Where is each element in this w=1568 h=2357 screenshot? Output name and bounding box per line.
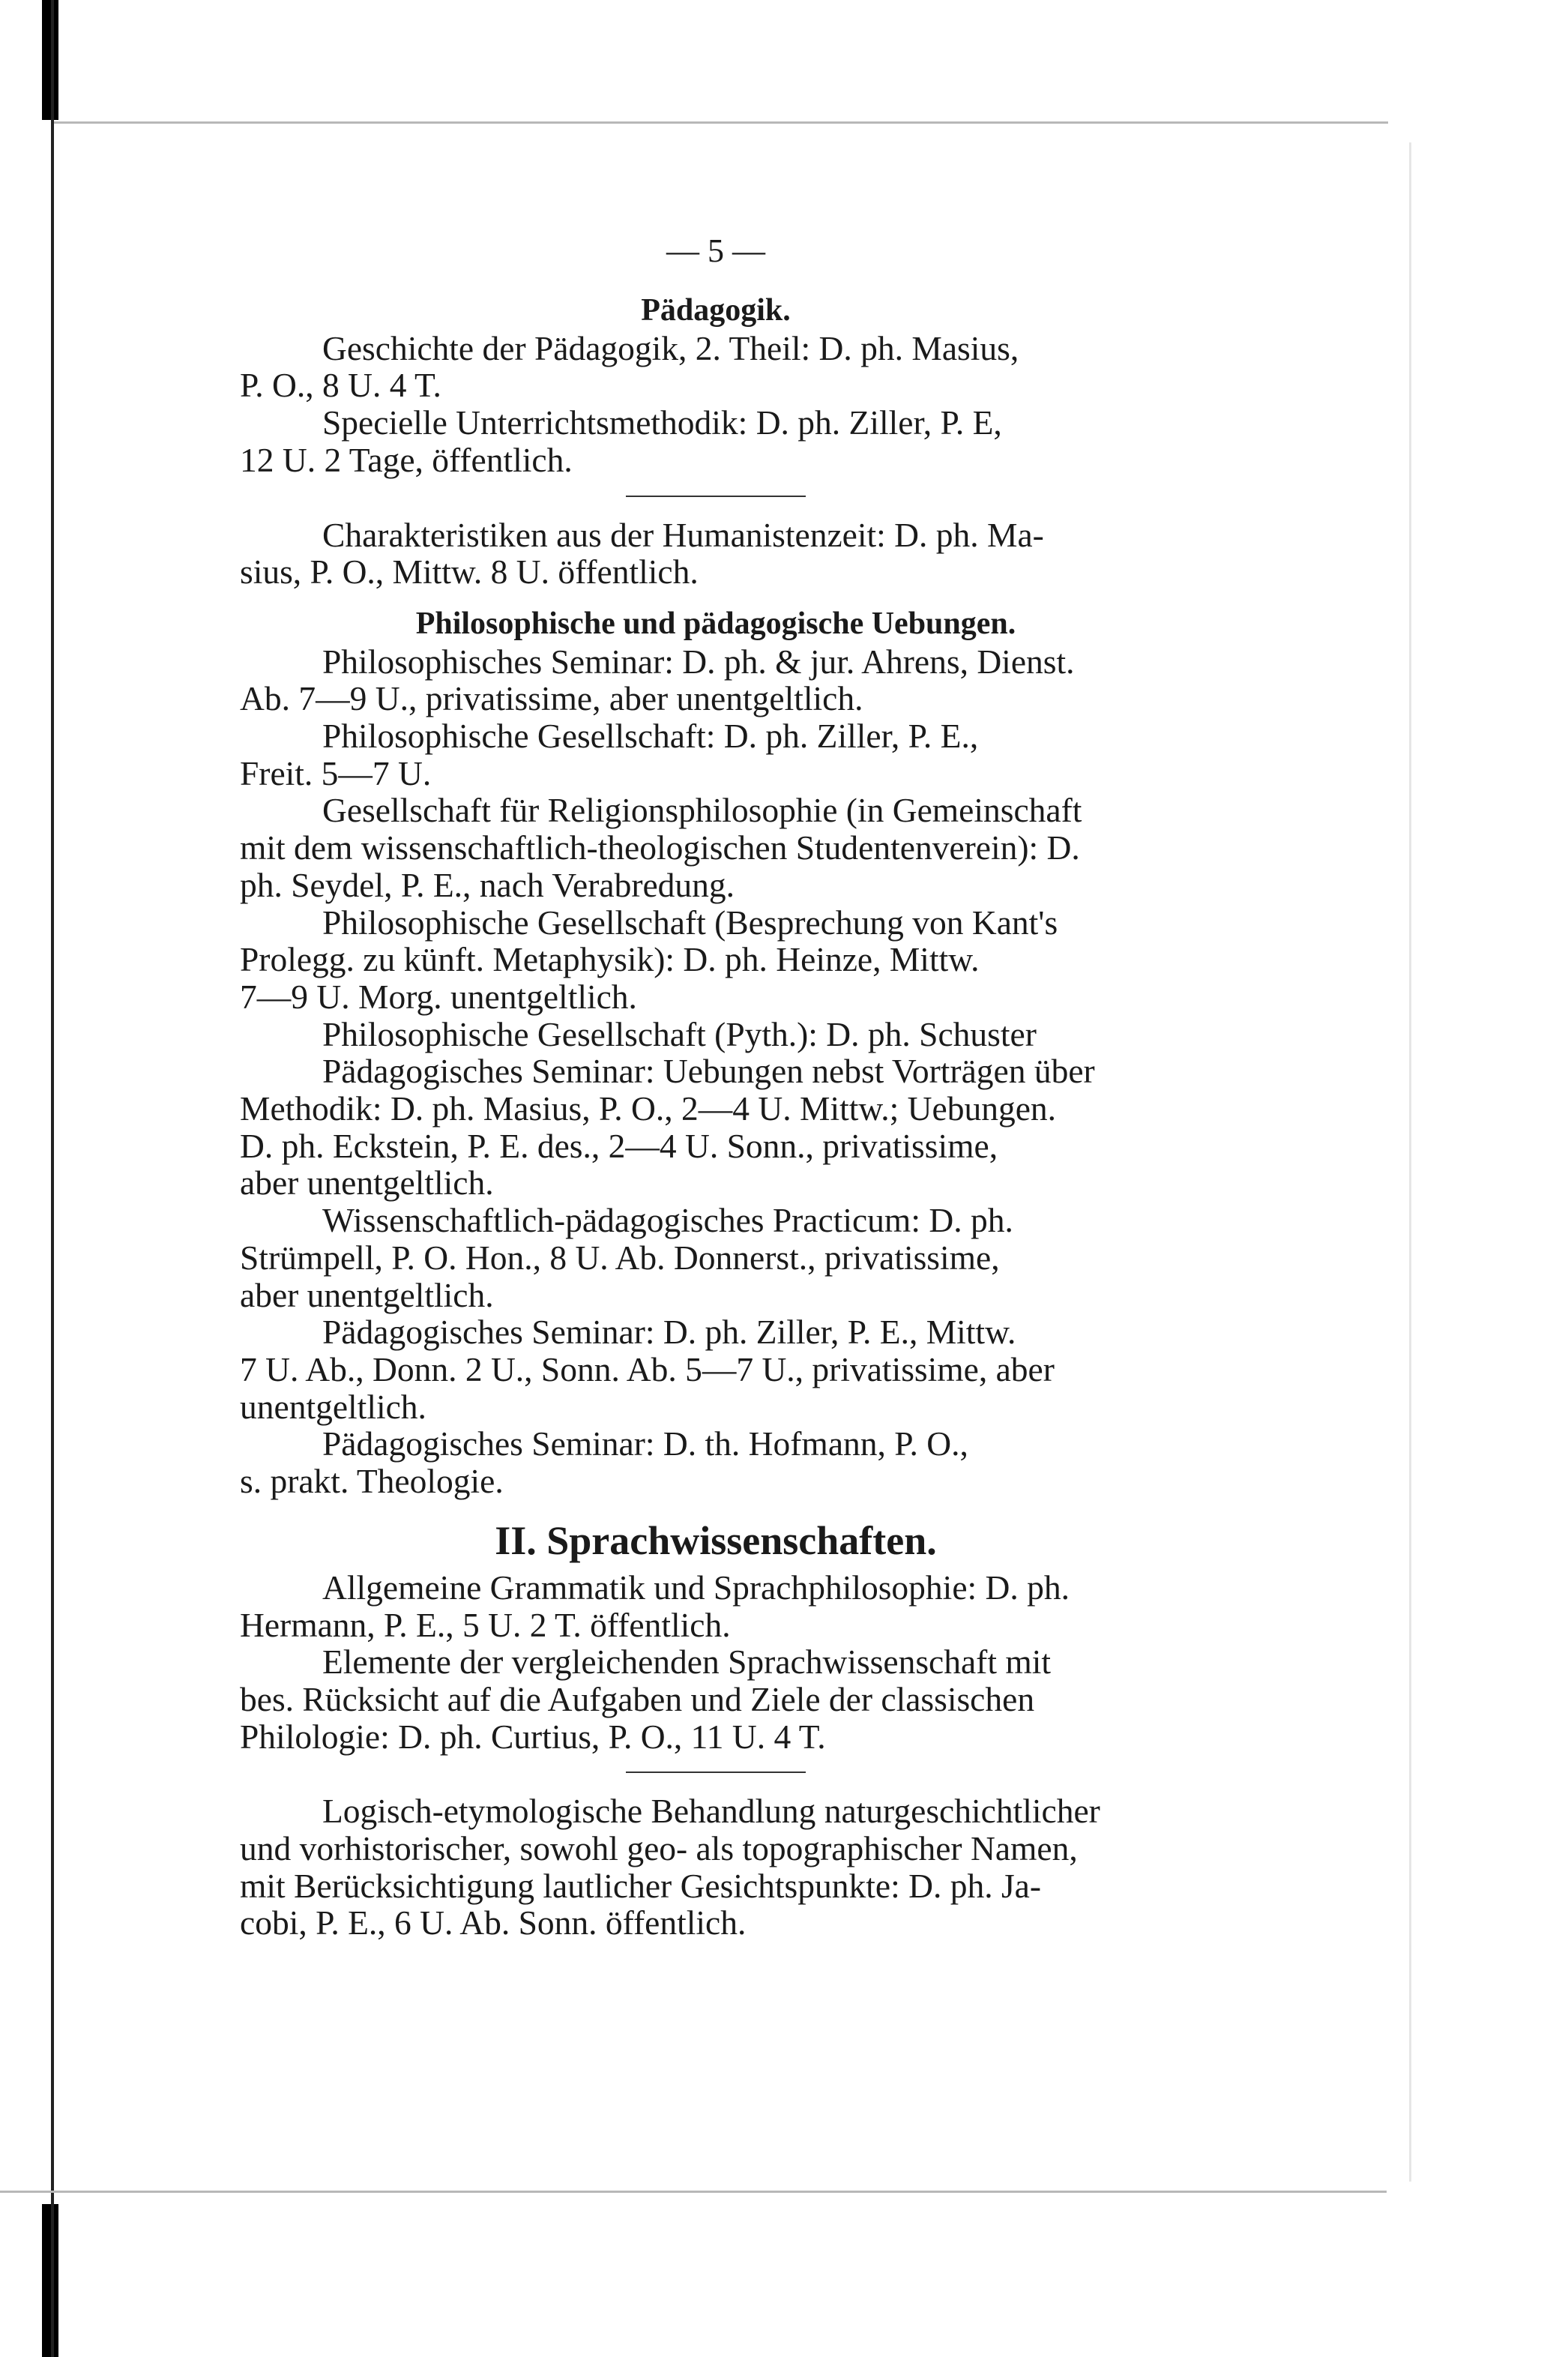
entry-practicum (240, 1202, 1192, 1313)
entry-charakteristiken (240, 517, 1192, 591)
entry-line: D. ph. Eckstein, P. E. des., 2—4 U. Sonn., privatissime, (240, 1126, 998, 1165)
entry-religionsphilosophie (240, 792, 1192, 903)
entry-line: Freit. 5—7 U. (240, 753, 432, 792)
entry-line: sius, P. O., Mittw. 8 U. öffentlich. (240, 553, 699, 591)
entry-line: Pädagogisches Seminar: D. ph. Ziller, P. E., Mittw. (322, 1313, 1016, 1352)
entry-line: Philosophische Gesellschaft: D. ph. Ziller, P. E., (322, 717, 979, 756)
entry-line: 7—9 U. Morg. unentgeltlich. (240, 977, 637, 1016)
entry-line: Elemente der vergleichenden Sprachwissenschaft mit (322, 1643, 1052, 1682)
entry-line: Methodik: D. ph. Masius, P. O., 2—4 U. Mittw.; Uebungen. (240, 1089, 1057, 1128)
entry-kant-prolegomena (240, 904, 1192, 1016)
entry-line: bes. Rücksicht auf die Aufgaben und Ziele der classischen (240, 1679, 1035, 1718)
entry-line: Philosophisches Seminar: D. ph. & jur. Ahrens, Dienst. (322, 642, 1075, 681)
entry-line: Philosophische Gesellschaft (Pyth.): D. ph. Schuster (322, 1014, 1037, 1053)
section-heading-uebungen: Philosophische und pädagogische Uebungen. (415, 606, 1016, 641)
entry-specielle-unterrichtsmethodik (240, 404, 1192, 478)
scan-binding-bottom (42, 2204, 58, 2357)
entry-line: Wissenschaftlich-pädagogisches Practicum: D. ph. (322, 1201, 1013, 1240)
entry-line: Hermann, P. E., 5 U. 2 T. öffentlich. (240, 1605, 731, 1644)
entry-line: mit Berücksichtigung lautlicher Gesichtspunkte: D. ph. Ja- (240, 1866, 1042, 1905)
scan-edge-top (54, 121, 1388, 124)
scan-page-edge-left (51, 0, 54, 2357)
entry-line: mit dem wissenschaftlich-theologischen Studentenverein): D. (240, 828, 1080, 867)
divider-rule (626, 1771, 806, 1773)
entry-line: Geschichte der Pädagogik, 2. Theil: D. ph. Masius, (322, 328, 1019, 367)
scan-page-edge-right (1409, 142, 1411, 2182)
entry-line: s. prakt. Theologie. (240, 1462, 504, 1501)
section-heading-paedagogik: Pädagogik. (641, 293, 791, 328)
section-heading-sprachwissenschaften: II. Sprachwissenschaften. (495, 1517, 937, 1563)
entry-line: aber unentgeltlich. (240, 1164, 494, 1202)
entry-line: Pädagogisches Seminar: D. th. Hofmann, P. O., (322, 1424, 968, 1463)
entry-philosophische-gesellschaft-ziller (240, 717, 1192, 792)
scan-binding-top (42, 0, 58, 120)
entry-line: Charakteristiken aus der Humanistenzeit: D. ph. Ma- (322, 515, 1044, 554)
entry-philosophisches-seminar (240, 643, 1192, 717)
scan-edge-bottom (0, 2191, 1387, 2193)
entry-line: cobi, P. E., 6 U. Ab. Sonn. öffentlich. (240, 1903, 747, 1942)
entry-line: P. O., 8 U. 4 T. (240, 366, 441, 405)
entry-paedagogisches-seminar-ziller (240, 1313, 1192, 1425)
entry-line: Ab. 7—9 U., privatissime, aber unentgeltlich. (240, 679, 863, 718)
entry-allgemeine-grammatik (240, 1569, 1192, 1643)
entry-line: ph. Seydel, P. E., nach Verabredung. (240, 865, 735, 904)
entry-line: aber unentgeltlich. (240, 1275, 494, 1314)
entry-line: Logisch-etymologische Behandlung naturgeschichtlicher (322, 1792, 1100, 1831)
entry-line: Pädagogisches Seminar: Uebungen nebst Vorträgen über (322, 1052, 1095, 1091)
entry-line: Philologie: D. ph. Curtius, P. O., 11 U. 4 T. (240, 1717, 826, 1756)
divider-rule (626, 496, 806, 497)
entry-line: Strümpell, P. O. Hon., 8 U. Ab. Donnerst., privatissime, (240, 1238, 1000, 1277)
entry-line: Specielle Unterrichtsmethodik: D. ph. Ziller, P. E, (322, 403, 1002, 442)
entry-pythagoras-gesellschaft (240, 1016, 1192, 1053)
entry-line: 7 U. Ab., Donn. 2 U., Sonn. Ab. 5—7 U., privatissime, aber (240, 1349, 1055, 1388)
document-page (240, 232, 1192, 1942)
entry-logisch-etymologische (240, 1792, 1192, 1942)
entry-vergleichende-sprachwissenschaft (240, 1643, 1192, 1755)
entry-paedagogisches-seminar-hofmann (240, 1425, 1192, 1499)
entry-line: und vorhistorischer, sowohl geo- als topographischer Namen, (240, 1829, 1078, 1868)
entry-geschichte-paedagogik (240, 330, 1192, 404)
entry-paedagogisches-seminar-masius (240, 1053, 1192, 1202)
entry-line: unentgeltlich. (240, 1387, 426, 1426)
entry-line: Gesellschaft für Religionsphilosophie (in Gemeinschaft (322, 791, 1082, 830)
entry-line: Allgemeine Grammatik und Sprachphilosophie: D. ph. (322, 1568, 1070, 1607)
entry-line: Prolegg. zu künft. Metaphysik): D. ph. Heinze, Mittw. (240, 940, 980, 979)
page-number: — 5 — (666, 232, 765, 269)
entry-line: Philosophische Gesellschaft (Besprechung von Kant's (322, 903, 1058, 942)
entry-line: 12 U. 2 Tage, öffentlich. (240, 440, 573, 479)
